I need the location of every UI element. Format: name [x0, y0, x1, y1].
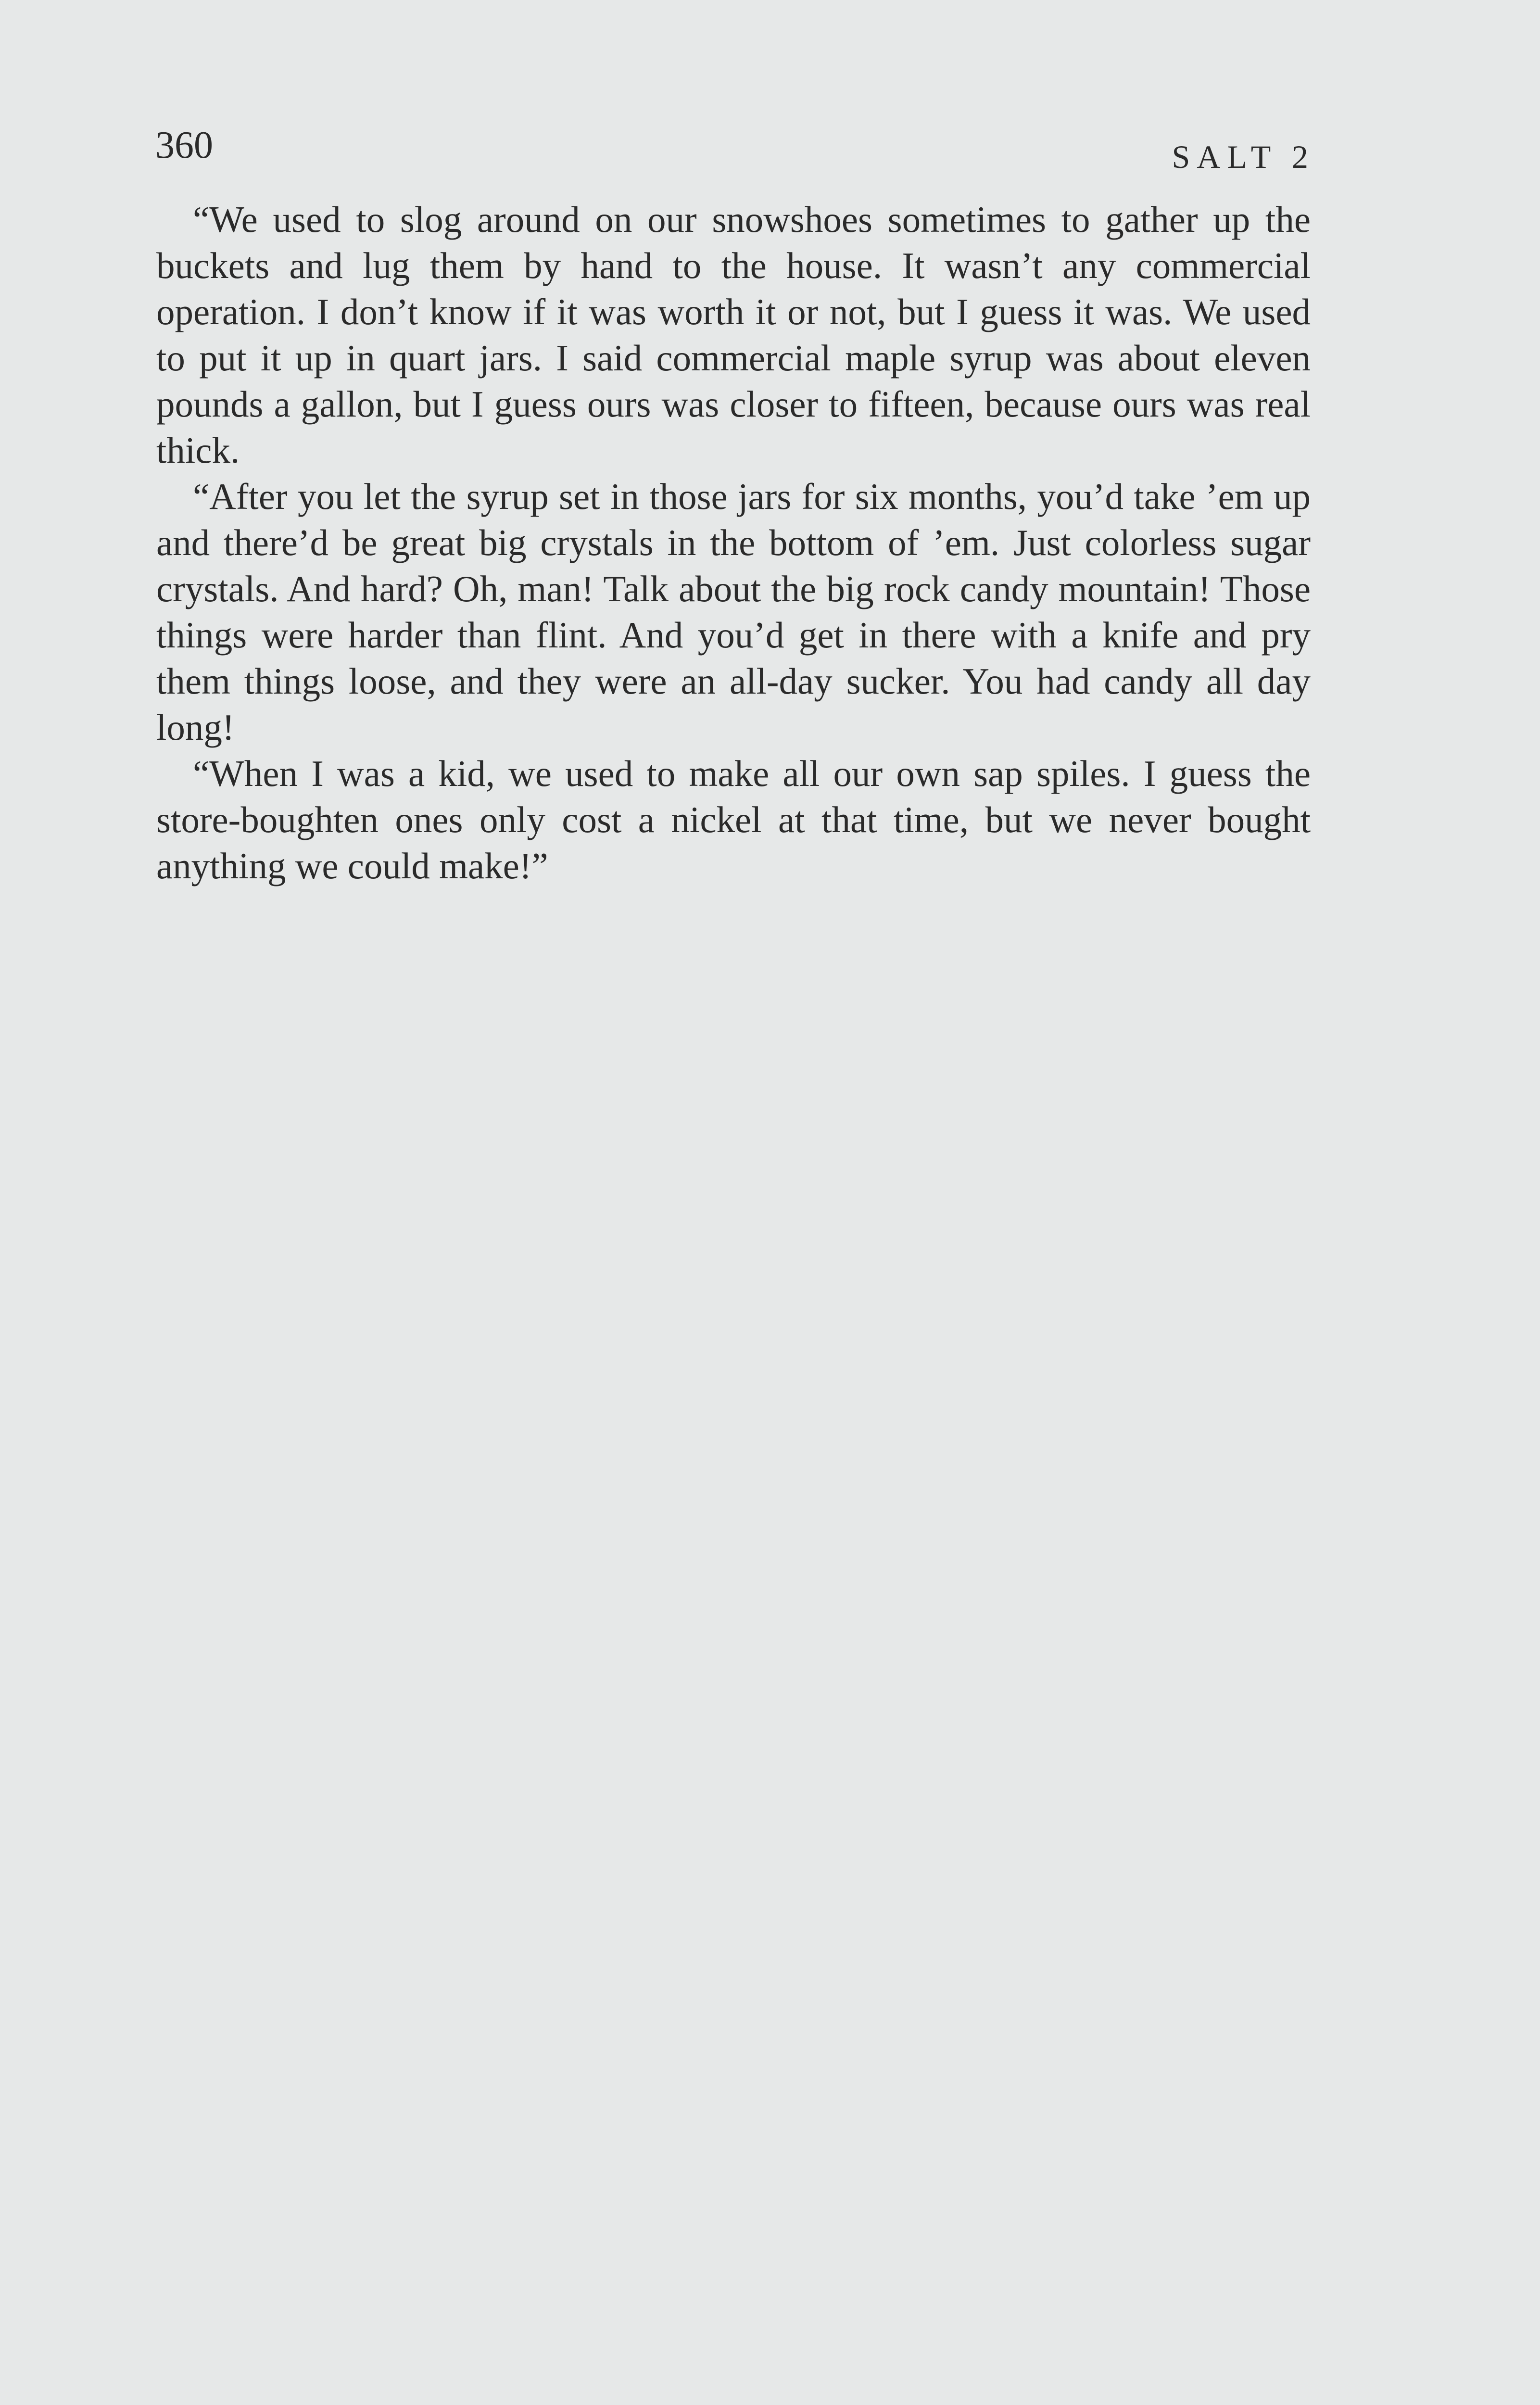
- body-text: [156, 196, 1311, 889]
- paragraph: “We used to slog around on our snowshoes sometimes to gather up the buckets and lug them by hand to the house. It wasn’t any commercial operation. I don’t know if it was worth it or not, but I guess it was. We used to put it up in quart jars. I said commercial maple syrup was about eleven pounds a gallon, but I guess ours was closer to fifteen, because ours was real thick.: [156, 199, 1311, 471]
- paragraph: “When I was a kid, we used to make all our own sap spiles. I guess the store-boughten ones only cost a nickel at that time, but we never bought anything we could make!”: [156, 753, 1311, 886]
- running-head: SALT 2: [1172, 139, 1315, 175]
- page-number: 360: [155, 124, 213, 166]
- paragraph: “After you let the syrup set in those jars for six months, you’d take ’em up and there’d be great big crystals in the bottom of ’em. Just colorless sugar crystals. And hard? Oh, man! Talk about the big rock candy mountain! Those things were harder than flint. And you’d get in there with a knife and pry them things loose, and they were an all-day sucker. You had candy all day long!: [156, 476, 1311, 748]
